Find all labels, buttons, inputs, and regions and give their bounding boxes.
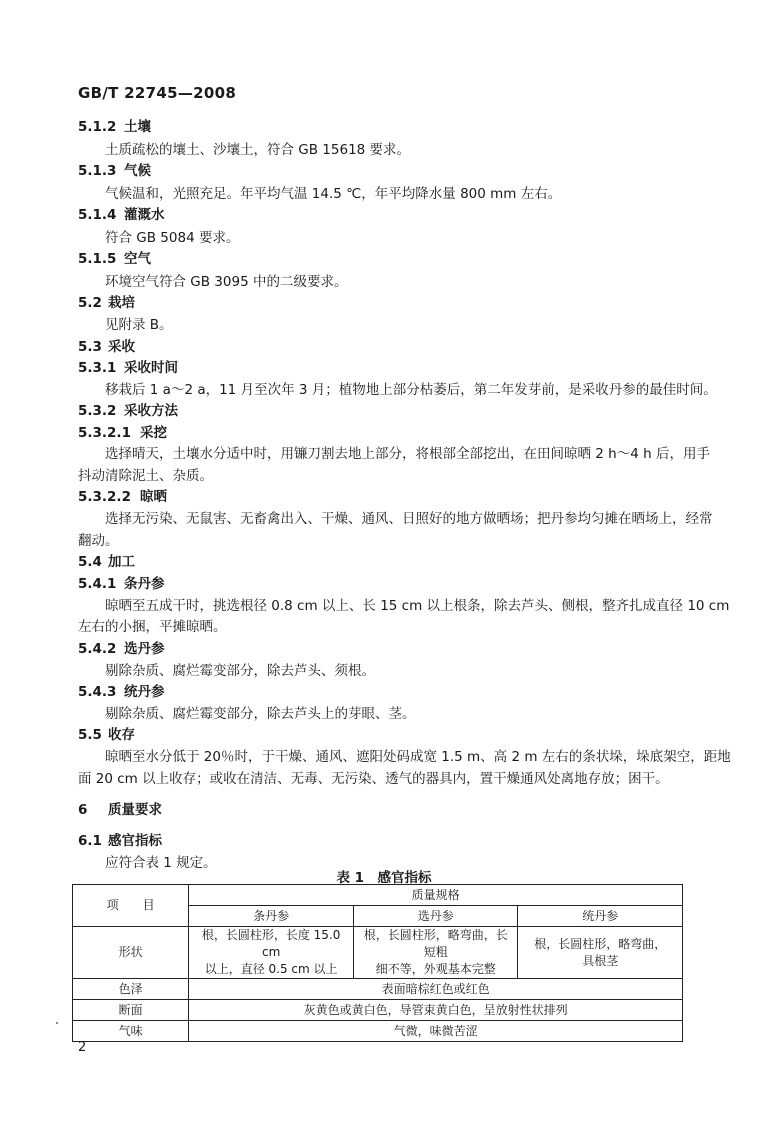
- section-title: 采收时间: [124, 360, 178, 376]
- section-number: 5.1.3: [78, 163, 117, 179]
- section-heading: [78, 250, 151, 268]
- section-heading: [78, 575, 165, 593]
- section-number: 5.3.2: [78, 403, 117, 419]
- section-number: 6: [78, 802, 88, 818]
- sensory-index-table: [72, 884, 683, 1042]
- section-number: 5.2: [78, 295, 102, 311]
- row-label-smell: 气味: [73, 1021, 189, 1042]
- paragraph-line: 选择晴天，土壤水分适中时，用镰刀割去地上部分，将根部全部挖出，在田间晾晒 2 h～4 h 后，用手: [105, 446, 710, 462]
- section-number: 6.1: [78, 833, 102, 849]
- section-title: 感官指标: [108, 833, 162, 849]
- paragraph-line: 晾晒至五成干时，挑选根径 0.8 cm 以上、长 15 cm 以上根条，除去芦头、侧根，整齐扎成直径 10 cm: [105, 598, 730, 614]
- paragraph-line: 符合 GB 5084 要求。: [105, 230, 240, 246]
- section-heading: [78, 726, 135, 744]
- paragraph-line: 剔除杂质、腐烂霉变部分，除去芦头、须根。: [105, 663, 375, 679]
- paragraph-line: 环境空气符合 GB 3095 中的二级要求。: [105, 274, 348, 290]
- section-title: 采收方法: [124, 403, 178, 419]
- section-title: 选丹参: [124, 641, 165, 657]
- section-number: 5.3.1: [78, 360, 117, 376]
- paragraph-line: 移栽后 1 a～2 a，11 月至次年 3 月；植物地上部分枯萎后，第二年发芽前，是采收丹参的最佳时间。: [105, 382, 717, 398]
- section-title: 灌溉水: [124, 207, 165, 223]
- paragraph-line: 土质疏松的壤土、沙壤土，符合 GB 15618 要求。: [105, 142, 411, 158]
- section-number: 5.4.2: [78, 641, 117, 657]
- cell-shape-tong: 根，长圆柱形，略弯曲， 具根茎: [518, 927, 683, 979]
- row-label-section: 断面: [73, 1000, 189, 1021]
- section-heading: [78, 338, 135, 356]
- section-heading: [78, 801, 162, 819]
- section-title: 收存: [108, 727, 135, 743]
- section-title: 质量要求: [108, 802, 162, 818]
- section-heading: [78, 162, 151, 180]
- scan-speck: [56, 1022, 58, 1024]
- paragraph-continuation: 左右的小捆，平摊晾晒。: [78, 619, 227, 635]
- document-header: GB/T 22745—2008: [78, 84, 237, 102]
- section-number: 5.3.2.2: [78, 489, 131, 505]
- section-number: 5.4.1: [78, 576, 117, 592]
- section-title: 采收: [108, 339, 135, 355]
- table-caption: 表 1 感官指标: [336, 870, 432, 886]
- paragraph-line: 剔除杂质、腐烂霉变部分，除去芦头上的芽眼、茎。: [105, 706, 416, 722]
- col-header-tong: 统丹参: [518, 906, 683, 927]
- section-number: 5.4.3: [78, 684, 117, 700]
- section-heading: [78, 118, 151, 136]
- section-heading: [78, 402, 178, 420]
- section-heading: [78, 488, 167, 506]
- section-number: 5.3.2.1: [78, 425, 131, 441]
- paragraph-continuation: 抖动清除泥土、杂质。: [78, 468, 213, 484]
- section-heading: [78, 424, 167, 442]
- cell-smell: 气微，味微苦涩: [189, 1021, 683, 1042]
- section-number: 5.1.2: [78, 119, 117, 135]
- table-header-item: 项 目: [73, 885, 189, 927]
- section-heading: [78, 359, 178, 377]
- section-number: 5.1.4: [78, 207, 117, 223]
- section-heading: [78, 832, 162, 850]
- paragraph-continuation: 面 20 cm 以上收存；或收在清洁、无毒、无污染、透气的器具内，置干燥通风处离地存放；困干。: [78, 771, 669, 787]
- section-number: 5.1.5: [78, 251, 117, 267]
- section-title: 气候: [124, 163, 151, 179]
- col-header-tiao: 条丹参: [189, 906, 354, 927]
- cell-color: 表面暗棕红色或红色: [189, 979, 683, 1000]
- page-number: 2: [78, 1040, 87, 1055]
- section-number: 5.5: [78, 727, 102, 743]
- paragraph-line: 晾晒至水分低于 20％时，于干燥、通风、遮阳处码成宽 1.5 m、高 2 m 左右的条状垛，垛底架空，距地: [105, 749, 731, 765]
- section-title: 统丹参: [124, 684, 165, 700]
- section-title: 土壤: [124, 119, 151, 135]
- paragraph-line: 气候温和，光照充足。年平均气温 14.5 ℃，年平均降水量 800 mm 左右。: [105, 186, 562, 202]
- paragraph-line: 见附录 B。: [105, 317, 173, 333]
- section-heading: [78, 294, 135, 312]
- section-heading: [78, 640, 165, 658]
- col-header-xuan: 选丹参: [353, 906, 517, 927]
- paragraph-continuation: 翻动。: [78, 533, 119, 549]
- section-title: 加工: [108, 554, 135, 570]
- cell-section: 灰黄色或黄白色，导管束黄白色，呈放射性状排列: [189, 1000, 683, 1021]
- cell-shape-tiao: 根，长圆柱形，长度 15.0 cm 以上，直径 0.5 cm 以上: [189, 927, 354, 979]
- section-number: 5.4: [78, 554, 102, 570]
- section-heading: [78, 553, 135, 571]
- section-heading: [78, 683, 165, 701]
- paragraph-line: 选择无污染、无鼠害、无畜禽出入、干燥、通风、日照好的地方做晒场；把丹参均匀摊在晒场上，经常: [105, 511, 713, 527]
- section-heading: [78, 206, 165, 224]
- section-title: 空气: [124, 251, 151, 267]
- row-label-shape: 形状: [73, 927, 189, 979]
- row-label-color: 色泽: [73, 979, 189, 1000]
- cell-shape-xuan: 根，长圆柱形，略弯曲，长短粗 细不等，外观基本完整: [353, 927, 517, 979]
- section-title: 晾晒: [140, 489, 167, 505]
- section-title: 采挖: [140, 425, 167, 441]
- section-title: 条丹参: [124, 576, 165, 592]
- section-title: 栽培: [108, 295, 135, 311]
- section-number: 5.3: [78, 339, 102, 355]
- paragraph-line: 应符合表 1 规定。: [105, 855, 217, 871]
- table-header-spec: 质量规格: [189, 885, 683, 906]
